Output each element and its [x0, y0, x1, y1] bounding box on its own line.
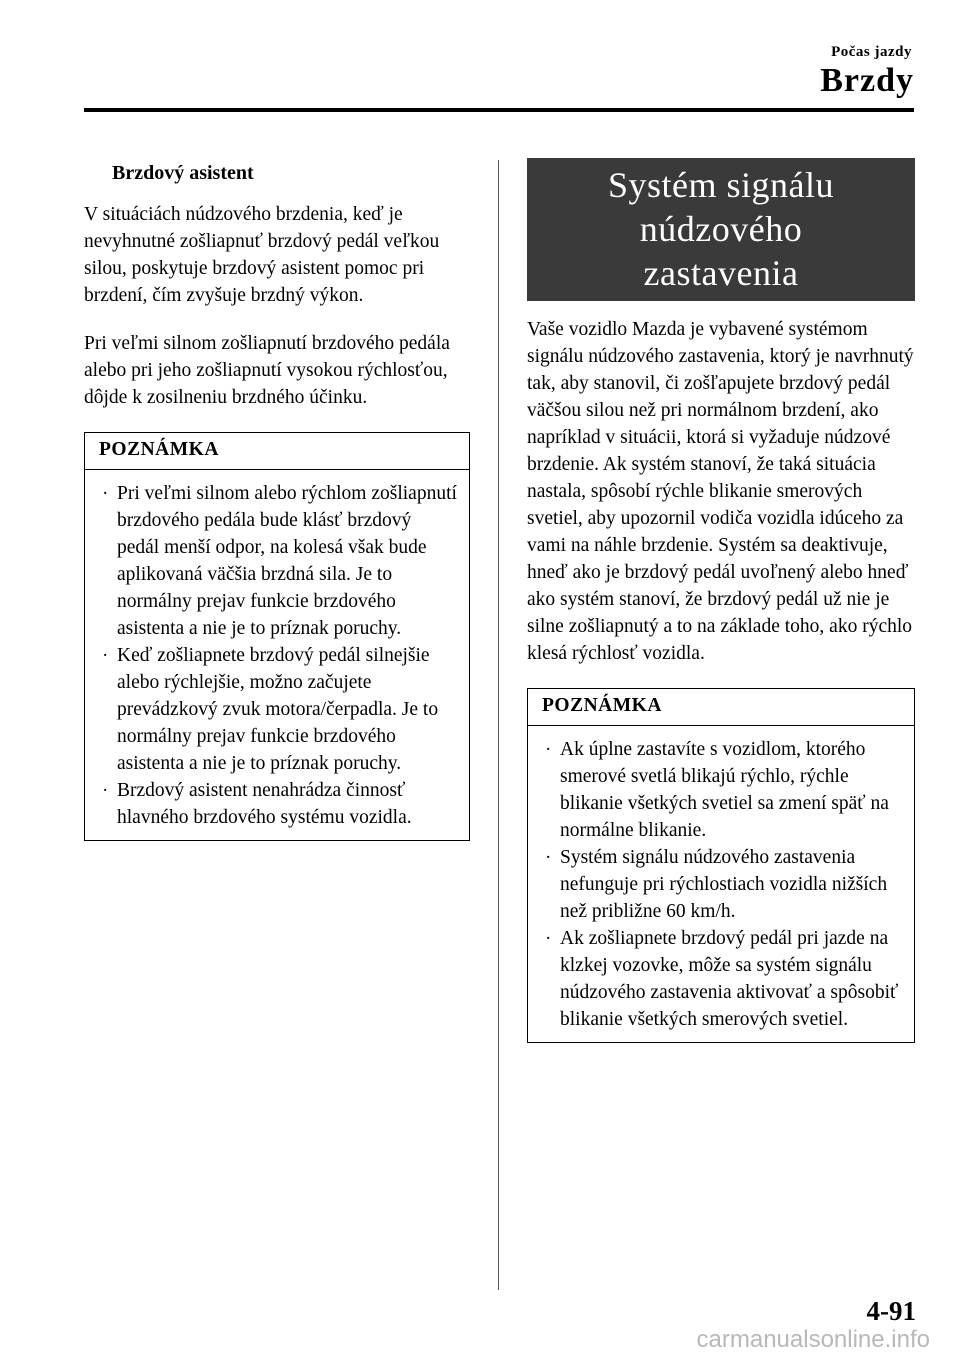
note-item-text: Ak zošliapnete brzdový pedál pri jazde na klzkej vozovke, môže sa systém signálu núdzového zastavenia aktivovať a spôsobiť blikanie všetkých smerových svetiel.	[560, 928, 899, 1030]
ess-note	[527, 688, 915, 1043]
note-item	[99, 642, 457, 777]
header-rule	[84, 108, 914, 112]
ess-title-banner	[527, 158, 915, 301]
ess-title-line-1: Systém signálu núdzového	[607, 165, 834, 249]
note-item	[542, 844, 902, 925]
brake-assist-paragraph-1: V situáciách núdzového brzdenia, keď je nevyhnutné zošliapnuť brzdový pedál veľkou silou, poskytuje brzdový asistent pomoc pri brzdení, čím zvyšuje brzdný výkon.	[84, 204, 440, 306]
bullet-icon: ·	[102, 483, 109, 504]
column-divider	[498, 160, 499, 1290]
brake-assist-heading: Brzdový asistent	[112, 162, 254, 184]
note-heading: POZNÁMKA	[528, 689, 914, 726]
watermark: carmanualsonline.info	[696, 1326, 930, 1353]
note-item-text: Ak úplne zastavíte s vozidlom, ktorého smerové svetlá blikajú rýchlo, rýchle blikanie všetkých svetiel sa zmení späť na normálne blikanie.	[560, 739, 889, 841]
note-item	[99, 777, 457, 831]
note-item-text: Brzdový asistent nenahrádza činnosť hlavného brzdového systému vozidla.	[117, 780, 412, 828]
note-item	[542, 925, 902, 1033]
chapter-title: Počas jazdy	[831, 44, 912, 60]
note-list	[528, 726, 914, 1042]
note-list	[85, 470, 469, 840]
note-item-text: Keď zošliapnete brzdový pedál silnejšie alebo rýchlejšie, možno začujete prevádzkový zvuk motora/čerpadla. Je to normálny prejav funkcie brzdového asistenta a nie je to príznak poruchy.	[117, 645, 439, 774]
page-number: 4-91	[866, 1296, 916, 1326]
note-heading: POZNÁMKA	[85, 433, 469, 470]
right-column	[527, 158, 915, 1043]
left-column	[84, 158, 470, 841]
ess-title-line-2: zastavenia	[643, 253, 799, 293]
note-item-text: Systém signálu núdzového zastavenia nefunguje pri rýchlostiach vozidla nižších než približne 60 km/h.	[560, 847, 888, 922]
ess-paragraph: Vaše vozidlo Mazda je vybavené systémom signálu núdzového zastavenia, ktorý je navrhnutý tak, aby stanovil, či zošľapujete brzdový pedál väčšou silou než pri normálnom brzdení, ako napríklad v situácii, ktorá si vyžaduje núdzové brzdenie. Ak systém stanoví, že taká situácia nastala, spôsobí rýchle blikanie smerových svetiel, aby upozornil vodiča vozidla idúceho za vami na náhle brzdenie. Systém sa deaktivuje, hneď ako je brzdový pedál uvoľnený alebo hneď ako systém stanoví, že brzdový pedál už nie je silne zošliapnutý a to na základe toho, ako rýchlo klesá rýchlosť vozidla.	[527, 319, 914, 664]
bullet-icon: ·	[545, 847, 552, 868]
bullet-icon: ·	[545, 928, 552, 949]
section-title: Brzdy	[820, 62, 914, 99]
note-item-text: Pri veľmi silnom alebo rýchlom zošliapnutí brzdového pedála bude klásť brzdový pedál menší odpor, na kolesá však bude aplikovaná väčšia brzdná sila. Je to normálny prejav funkcie brzdového asistenta a nie je to príznak poruchy.	[117, 483, 457, 639]
note-item	[542, 736, 902, 844]
bullet-icon: ·	[102, 780, 109, 801]
bullet-icon: ·	[545, 739, 552, 760]
brake-assist-note	[84, 432, 470, 841]
note-item	[99, 480, 457, 642]
brake-assist-paragraph-2: Pri veľmi silnom zošliapnutí brzdového pedála alebo pri jeho zošliapnutí vysokou rýchlosťou, dôjde k zosilneniu brzdného účinku.	[84, 333, 450, 408]
bullet-icon: ·	[102, 645, 109, 666]
